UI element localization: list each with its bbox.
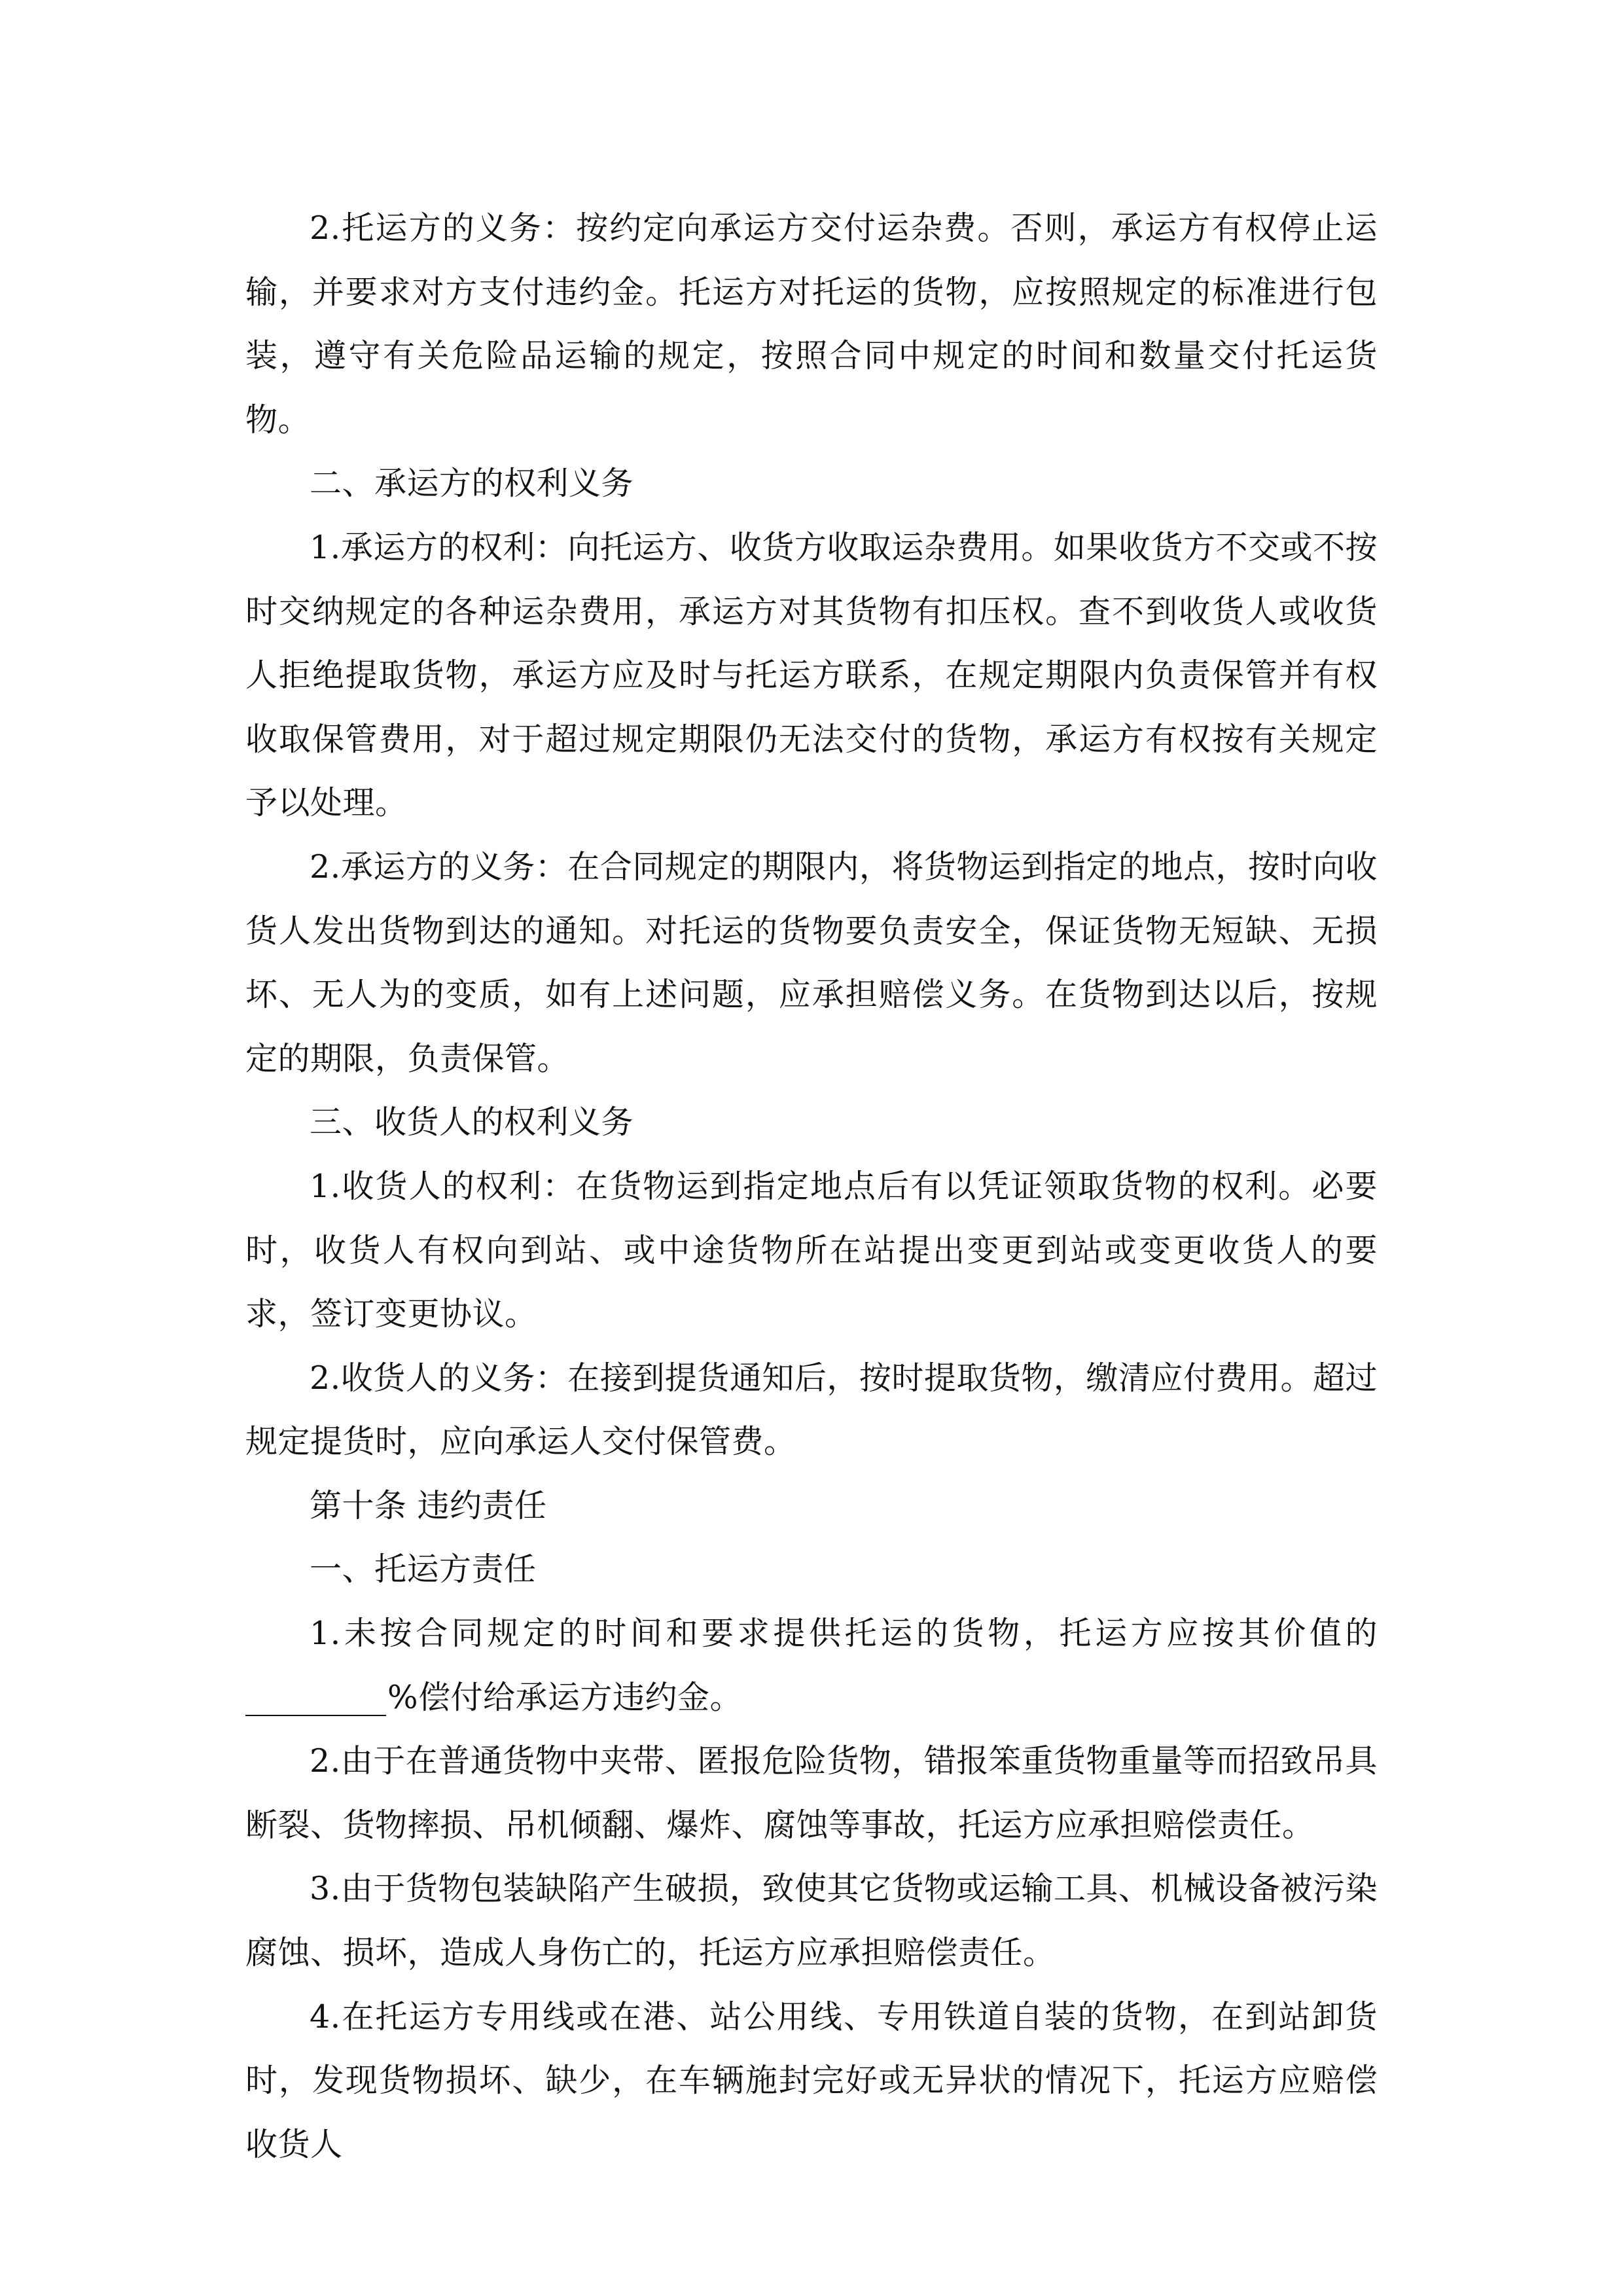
paragraph-packaging-defect-liability: 3.由于货物包装缺陷产生破损，致使其它货物或运输工具、机械设备被污染腐蚀、损坏，造成人身伤亡的，托运方应承担赔偿责任。 [245, 1870, 1378, 1972]
paragraph-hazardous-goods-liability: 2.由于在普通货物中夹带、匿报危险货物，错报笨重货物重量等而招致吊具断裂、货物摔损、吊机倾翻、爆炸、腐蚀等事故，托运方应承担赔偿责任。 [245, 1742, 1378, 1844]
paragraph-carrier-rights: 1.承运方的权利：向托运方、收货方收取运杂费用。如果收货方不交或不按时交纳规定的各种运杂费用，承运方对其货物有扣压权。查不到收货人或收货人拒绝提取货物，承运方应及时与托运方联系，在规定期限内负责保管并有权收取保管费用，对于超过规定期限仍无法交付的货物，承运方有权按有关规定予以处理。 [245, 528, 1378, 822]
paragraph-self-loading-liability: 4.在托运方专用线或在港、站公用线、专用铁道自装的货物，在到站卸货时，发现货物损坏、缺少，在车辆施封完好或无异状的情况下，托运方应赔偿收货人 [245, 1998, 1378, 2163]
paragraph-consignee-obligations: 2.收货人的义务：在接到提货通知后，按时提取货物，缴清应付费用。超过规定提货时，应向承运人交付保管费。 [245, 1359, 1378, 1461]
section-heading-shipper-liability: 一、托运方责任 [310, 1551, 537, 1588]
paragraph-consignee-rights: 1.收货人的权利：在货物运到指定地点后有以凭证领取货物的权利。必要时，收货人有权向到站、或中途货物所在站提出变更到站或变更收货人的要求，签订变更协议。 [245, 1167, 1378, 1333]
penalty-text-tail: %偿付给承运方违约金。 [387, 1678, 743, 1716]
paragraph-carrier-obligations: 2.承运方的义务：在合同规定的期限内，将货物运到指定的地点，按时向收货人发出货物到达的通知。对托运的货物要负责安全，保证货物无短缺、无损坏、无人为的变质，如有上述问题，应承担赔偿义务。在货物到达以后，按规定的期限，负责保管。 [245, 848, 1378, 1077]
document-page [245, 196, 1378, 2176]
article-heading-liability: 第十条 违约责任 [310, 1486, 547, 1524]
penalty-text-lead: 1.未按合同规定的时间和要求提供托运的货物，托运方应按其价值的 [310, 1615, 1378, 1653]
section-heading-carrier-rights: 二、承运方的权利义务 [310, 465, 634, 503]
blank-fill-line [245, 1676, 386, 1716]
paragraph-late-delivery-penalty [245, 1602, 1378, 1729]
section-heading-consignee-rights: 三、收货人的权利义务 [310, 1103, 634, 1141]
paragraph-shipper-obligations: 2.托运方的义务：按约定向承运方交付运杂费。否则，承运方有权停止运输，并要求对方支付违约金。托运方对托运的货物，应按照规定的标准进行包装，遵守有关危险品运输的规定，按照合同中规定的时间和数量交付托运货物。 [245, 209, 1378, 439]
